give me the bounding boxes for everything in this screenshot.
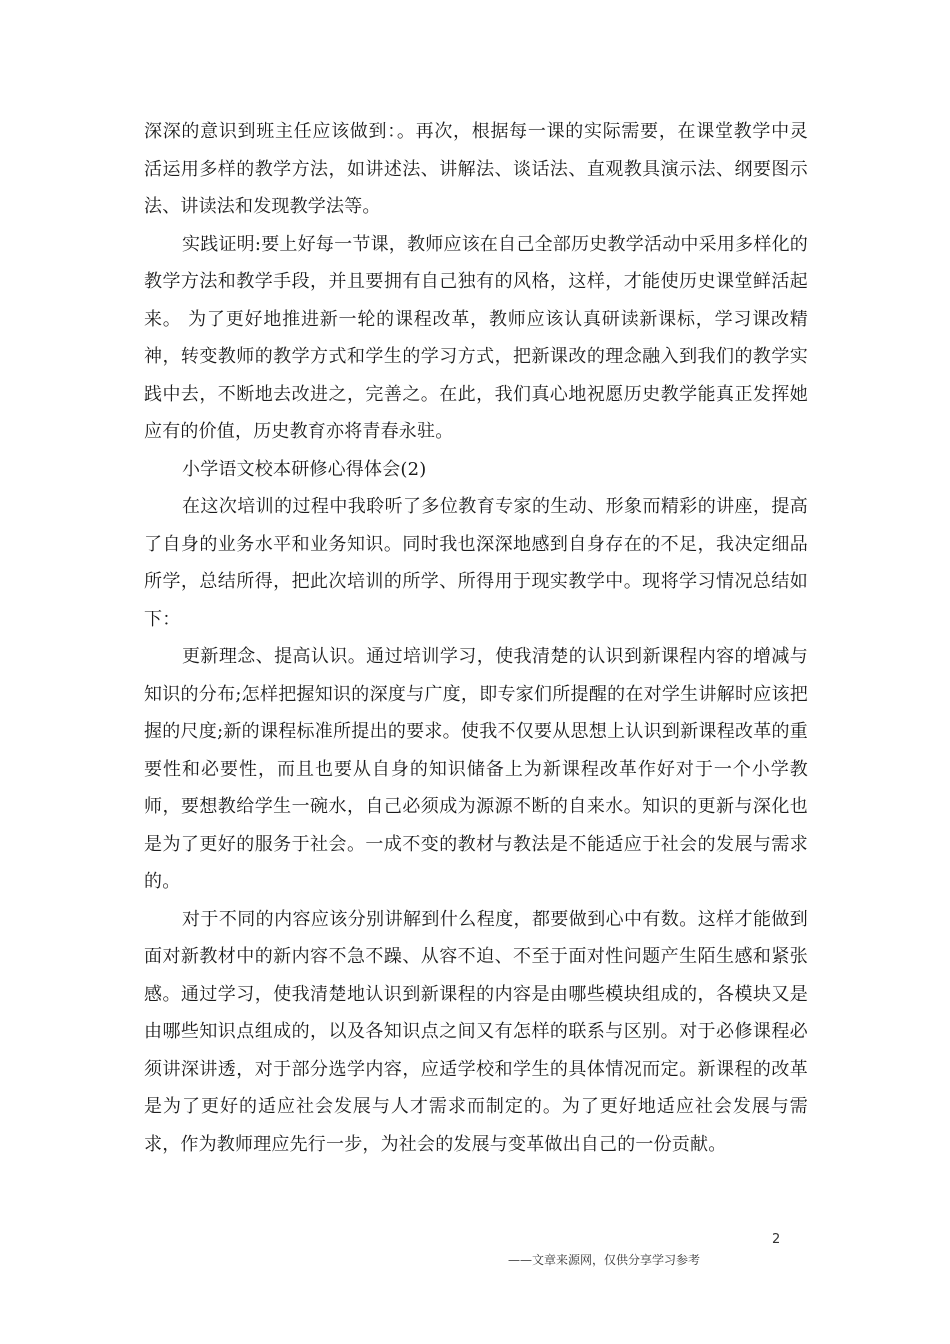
paragraph-2: 实践证明:要上好每一节课，教师应该在自己全部历史教学活动中采用多样化的教学方法和教学手段，并且要拥有自己独有的风格，这样，才能使历史课堂鲜活起来。 为了更好地推进新一轮的课程改革，教师应该认真研读新课标，学习课改精神，转变教师的教学方式和学生的学习方式，把新课改的理念融入到我们的教学实践中去，不断地去改进之，完善之。在此，我们真心地祝愿历史教学能真正发挥她应有的价值，历史教育亦将青春永驻。 — [144, 233, 808, 442]
paragraph-1: 深深的意识到班主任应该做到：。再次，根据每一课的实际需要，在课堂教学中灵活运用多样的教学方法，如讲述法、讲解法、谈话法、直观教具演示法、纲要图示法、讲读法和发现教学法等。 — [144, 121, 808, 217]
section-heading: 小学语文校本研修心得体会(2) — [182, 458, 427, 480]
footer-note: ——文章来源网，仅供分享学习参考 — [508, 1253, 701, 1267]
document-body — [144, 113, 808, 1163]
paragraph-5: 对于不同的内容应该分别讲解到什么程度，都要做到心中有数。这样才能做到面对新教材中的新内容不急不躁、从容不迫、不至于面对性问题产生陌生感和紧张感。通过学习，使我清楚地认识到新课程的内容是由哪些模块组成的，各模块又是由哪些知识点组成的，以及各知识点之间又有怎样的联系与区别。对于必修课程必须讲深讲透，对于部分选学内容，应适学校和学生的具体情况而定。新课程的改革是为了更好的适应社会发展与人才需求而制定的。为了更好地适应社会发展与需求，作为教师理应先行一步，为社会的发展与变革做出自己的一份贡献。 — [144, 908, 808, 1155]
paragraph-4: 更新理念、提高认识。通过培训学习，使我清楚的认识到新课程内容的增减与知识的分布;怎样把握知识的深度与广度，即专家们所提醒的在对学生讲解时应该把握的尺度;新的课程标准所提出的要求。使我不仅要从思想上认识到新课程改革的重要性和必要性，而且也要从自身的知识储备上为新课程改革作好对于一个小学教师，要想教给学生一碗水，自己必须成为源源不断的自来水。知识的更新与深化也是为了更好的服务于社会。一成不变的教材与教法是不能适应于社会的发展与需求的。 — [144, 646, 808, 892]
page-number: 2 — [772, 1232, 781, 1247]
paragraph-3: 在这次培训的过程中我聆听了多位教育专家的生动、形象而精彩的讲座，提高了自身的业务水平和业务知识。同时我也深深地感到自身存在的不足，我决定细品所学，总结所得，把此次培训的所学、所得用于现实教学中。现将学习情况总结如下： — [144, 496, 808, 630]
